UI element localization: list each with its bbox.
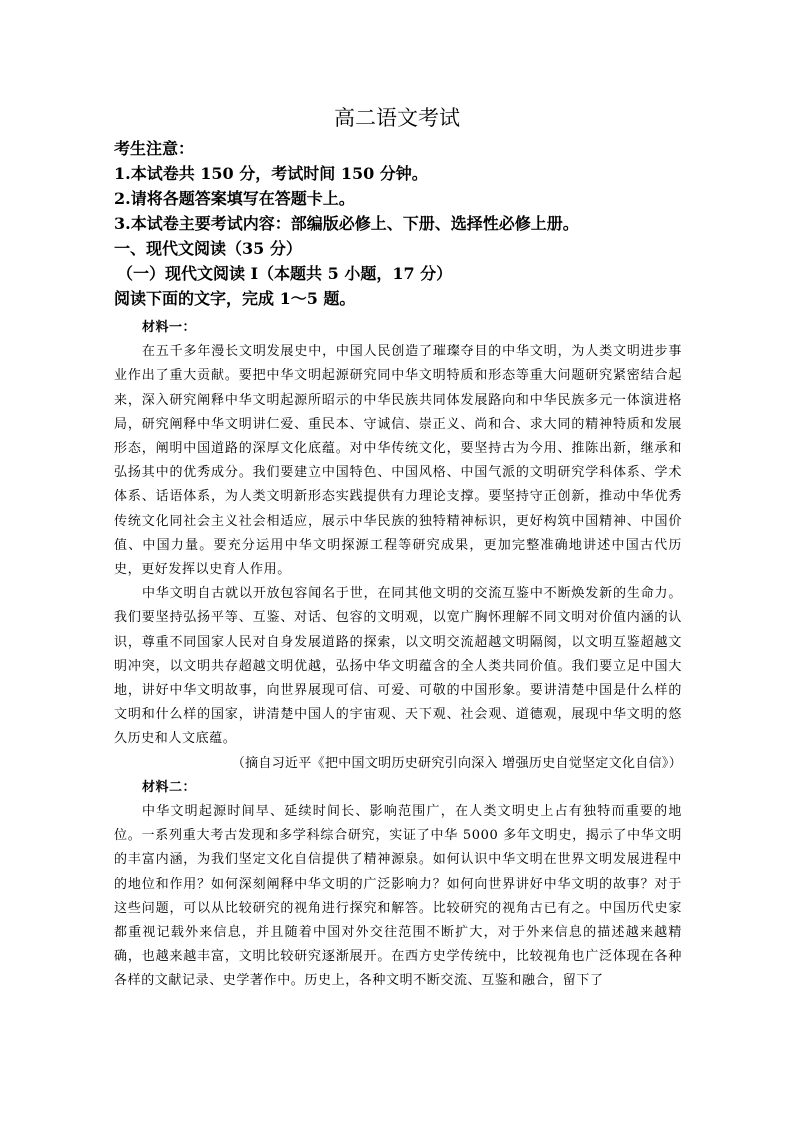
material-two-label: 材料二： <box>142 779 197 795</box>
material-one-paragraph: 中华文明自古就以开放包容闻名于世，在同其他文明的交流互鉴中不断焕发新的生命力。我们要坚持弘扬平等、互鉴、对话、包容的文明观，以宽广胸怀理解不同文明对价值内涵的认识，尊重不同国家人民对自身发展道路的探索，以文明交流超越文明隔阂，以文明互鉴超越文明冲突，以文明共存超越文明优越，弘扬中华文明蕴含的全人类共同价值。我们要立足中国大地，讲好中华文明故事，向世界展现可信、可爱、可敬的中国形象。要讲清楚中国是什么样的文明和什么样的国家，讲清楚中国人的宇宙观、天下观、社会观、道德观，展现中华文明的悠久历史和人文底蕴。 <box>114 586 682 747</box>
notice-heading: 考生注意： <box>114 139 195 158</box>
subsection-heading: （一）现代文阅读 I（本题共 5 小题，17 分） <box>117 264 453 283</box>
reading-passage <box>114 316 682 994</box>
notice-item: 2.请将各题答案填写在答题卡上。 <box>114 189 355 208</box>
material-one-paragraph: 在五千多年漫长文明发展史中，中国人民创造了璀璨夺目的中华文明，为人类文明进步事业作出了重大贡献。要把中华文明起源研究同中华文明特质和形态等重大问题研究紧密结合起来，深入研究阐释中华文明起源所昭示的中华民族共同体发展路向和中华民族多元一体演进格局，研究阐释中华文明讲仁爱、重民本、守诚信、崇正义、尚和合、求大同的精神特质和发展形态，阐明中国道路的深厚文化底蕴。对中华传统文化，要坚持古为今用、推陈出新，继承和弘扬其中的优秀成分。我们要建立中国特色、中国风格、中国气派的文明研究学科体系、学术体系、话语体系，为人类文明新形态实践提供有力理论支撑。要坚持守正创新，推动中华优秀传统文化同社会主义社会相适应，展示中华民族的独特精神标识，更好构筑中国精神、中国价值、中国力量。要充分运用中华文明探源工程等研究成果，更加完整准确地讲述中国古代历史，更好发挥以史育人作用。 <box>114 344 682 578</box>
material-one-source: （摘自习近平《把中国文明历史研究引向深入 增强历史自觉坚定文化自信》） <box>231 755 682 771</box>
notice-item: 1.本试卷共 150 分，考试时间 150 分钟。 <box>114 164 428 183</box>
section-heading: 一、现代文阅读（35 分） <box>114 239 302 258</box>
exam-title: 高二语文考试 <box>334 106 460 130</box>
material-two-paragraph: 中华文明起源时间早、延续时间长、影响范围广，在人类文明史上占有独特而重要的地位。一系列重大考古发现和多学科综合研究，实证了中华 5000 多年文明史，揭示了中华文明的丰富内涵，为我们坚定文化自信提供了精神源泉。如何认识中华文明在世界文明发展进程中的地位和作用？如何深刻阐释中华文明的广泛影响力？如何向世界讲好中华文明的故事？对于这些问题，可以从比较研究的视角进行探究和解答。比较研究的视角古已有之。中国历代史家都重视记载外来信息，并且随着中国对外交往范围不断扩大，对于外来信息的描述越来越精确，也越来越丰富，文明比较研究逐渐展开。在西方史学传统中，比较视角也广泛体现在各种各样的文献记录、史学著作中。历史上，各种文明不断交流、互鉴和融合，留下了 <box>114 804 682 989</box>
reading-instruction: 阅读下面的文字，完成 1～5 题。 <box>114 289 356 308</box>
material-one-label: 材料一： <box>142 320 197 335</box>
notice-item: 3.本试卷主要考试内容：部编版必修上、下册、选择性必修上册。 <box>114 214 579 233</box>
